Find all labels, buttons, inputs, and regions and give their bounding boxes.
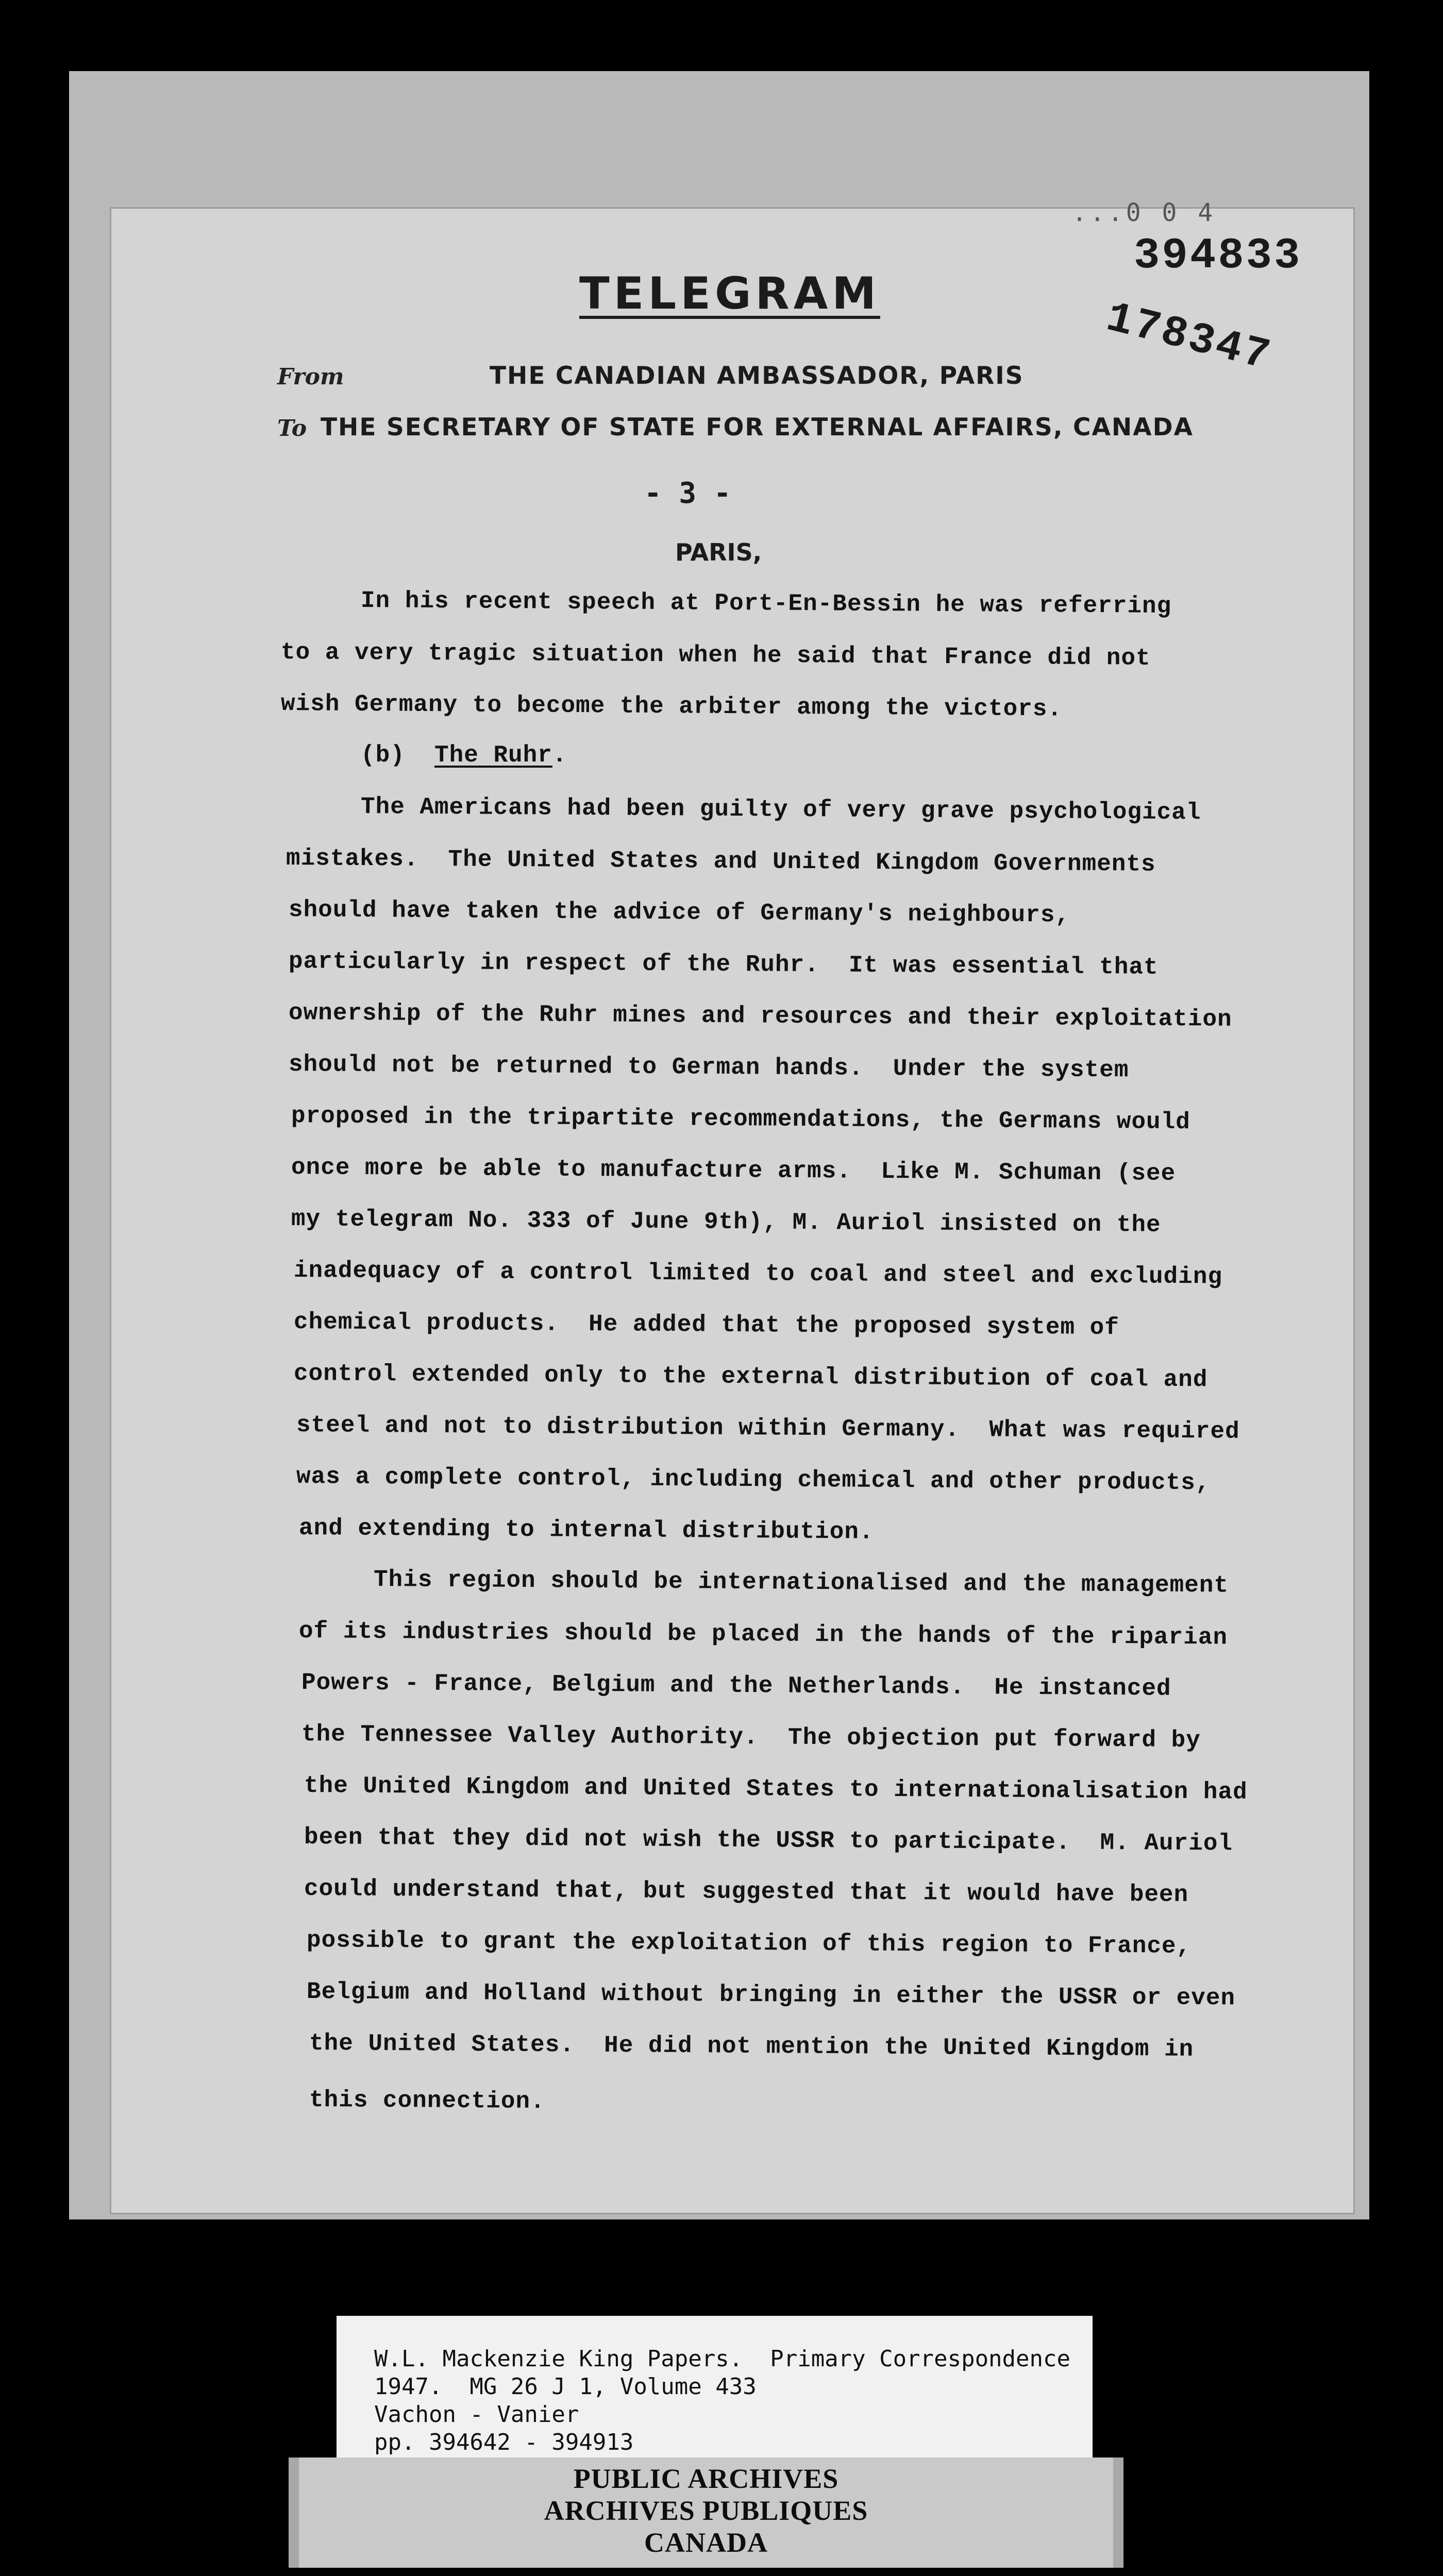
body-line: In his recent speech at Port-En-Bessin he was referring xyxy=(360,587,1172,620)
body-line: the Tennessee Valley Authority. The objection put forward by xyxy=(301,1721,1201,1754)
body-line: should not be returned to German hands. Under the system xyxy=(288,1051,1129,1084)
body-line: and extending to internal distribution. xyxy=(298,1515,874,1546)
body-line: of its industries should be placed in the hands of the riparian xyxy=(298,1618,1228,1651)
body-line: proposed in the tripartite recommendations, the Germans would xyxy=(291,1103,1191,1136)
body-line: the United Kingdom and United States to internationalisation had xyxy=(304,1772,1248,1806)
from-label: From xyxy=(277,364,344,390)
from-value: THE CANADIAN AMBASSADOR, PARIS xyxy=(490,362,1024,390)
archive-range-names: Vachon - Vanier xyxy=(374,2401,579,2428)
faded-stamp-number: ...0 0 4 xyxy=(1072,198,1216,227)
archives-line-country: CANADA xyxy=(644,2527,768,2558)
body-line: Powers - France, Belgium and the Netherlands. He instanced xyxy=(301,1669,1171,1702)
body-line: my telegram No. 333 of June 9th), M. Auriol insisted on the xyxy=(291,1206,1161,1239)
archive-reference-card xyxy=(337,2316,1093,2466)
to-value: THE SECRETARY OF STATE FOR EXTERNAL AFFAIRS, CANADA xyxy=(321,413,1194,442)
telegram-title: TELEGRAM xyxy=(579,268,880,319)
subheading-ruhr: The Ruhr xyxy=(434,742,552,769)
body-line: inadequacy of a control limited to coal and steel and excluding xyxy=(293,1257,1223,1291)
archive-pages: pp. 394642 - 394913 xyxy=(374,2429,634,2455)
body-line: Belgium and Holland without bringing in either the USSR or even xyxy=(306,1978,1236,2012)
place-heading: PARIS, xyxy=(675,538,762,566)
archives-line-fr: ARCHIVES PUBLIQUES xyxy=(544,2495,868,2526)
body-line: particularly in respect of the Ruhr. It was essential that xyxy=(288,948,1159,981)
body-line: wish Germany to become the arbiter among the victors. xyxy=(280,690,1063,723)
archives-line-en: PUBLIC ARCHIVES xyxy=(573,2463,839,2494)
body-line: possible to grant the exploitation of this region to France, xyxy=(306,1927,1192,1960)
body-line: this connection. xyxy=(309,2087,545,2115)
body-line: was a complete control, including chemical and other products, xyxy=(296,1463,1211,1497)
document-stamp-number-rotated: 178347 xyxy=(1101,294,1277,382)
body-line: once more be able to manufacture arms. Like M. Schuman (see xyxy=(291,1154,1176,1187)
body-line: control extended only to the external distribution of coal and xyxy=(293,1360,1208,1394)
document-stamp-number: 394833 xyxy=(1134,232,1302,281)
body-line: could understand that, but suggested that it would have been xyxy=(304,1875,1189,1908)
body-line: chemical products. He added that the proposed system of xyxy=(293,1309,1120,1342)
page-number: - 3 - xyxy=(644,477,731,510)
to-label: To xyxy=(277,415,307,442)
body-line: mistakes. The United States and United Kingdom Governments xyxy=(286,845,1156,878)
archive-collection: W.L. Mackenzie King Papers. Primary Correspondence xyxy=(374,2346,1071,2372)
body-line: ownership of the Ruhr mines and resources and their exploitation xyxy=(288,999,1232,1033)
subheading-marker: (b) xyxy=(361,742,435,769)
body-line: to a very tragic situation when he said that France did not xyxy=(280,639,1151,672)
public-archives-stamp xyxy=(289,2458,1123,2568)
body-line: been that they did not wish the USSR to participate. M. Auriol xyxy=(304,1824,1233,1857)
subheading-period: . xyxy=(552,742,567,769)
body-line: The Americans had been guilty of very grave psychological xyxy=(360,793,1201,826)
archive-volume: 1947. MG 26 J 1, Volume 433 xyxy=(374,2374,757,2400)
body-line: steel and not to distribution within Germany. What was required xyxy=(296,1412,1240,1445)
body-line: the United States. He did not mention the United Kingdom in xyxy=(309,2030,1194,2063)
body-line: This region should be internationalised and the management xyxy=(373,1566,1229,1599)
body-line: should have taken the advice of Germany's neighbours, xyxy=(288,896,1070,929)
body-line-subheading xyxy=(361,742,567,769)
